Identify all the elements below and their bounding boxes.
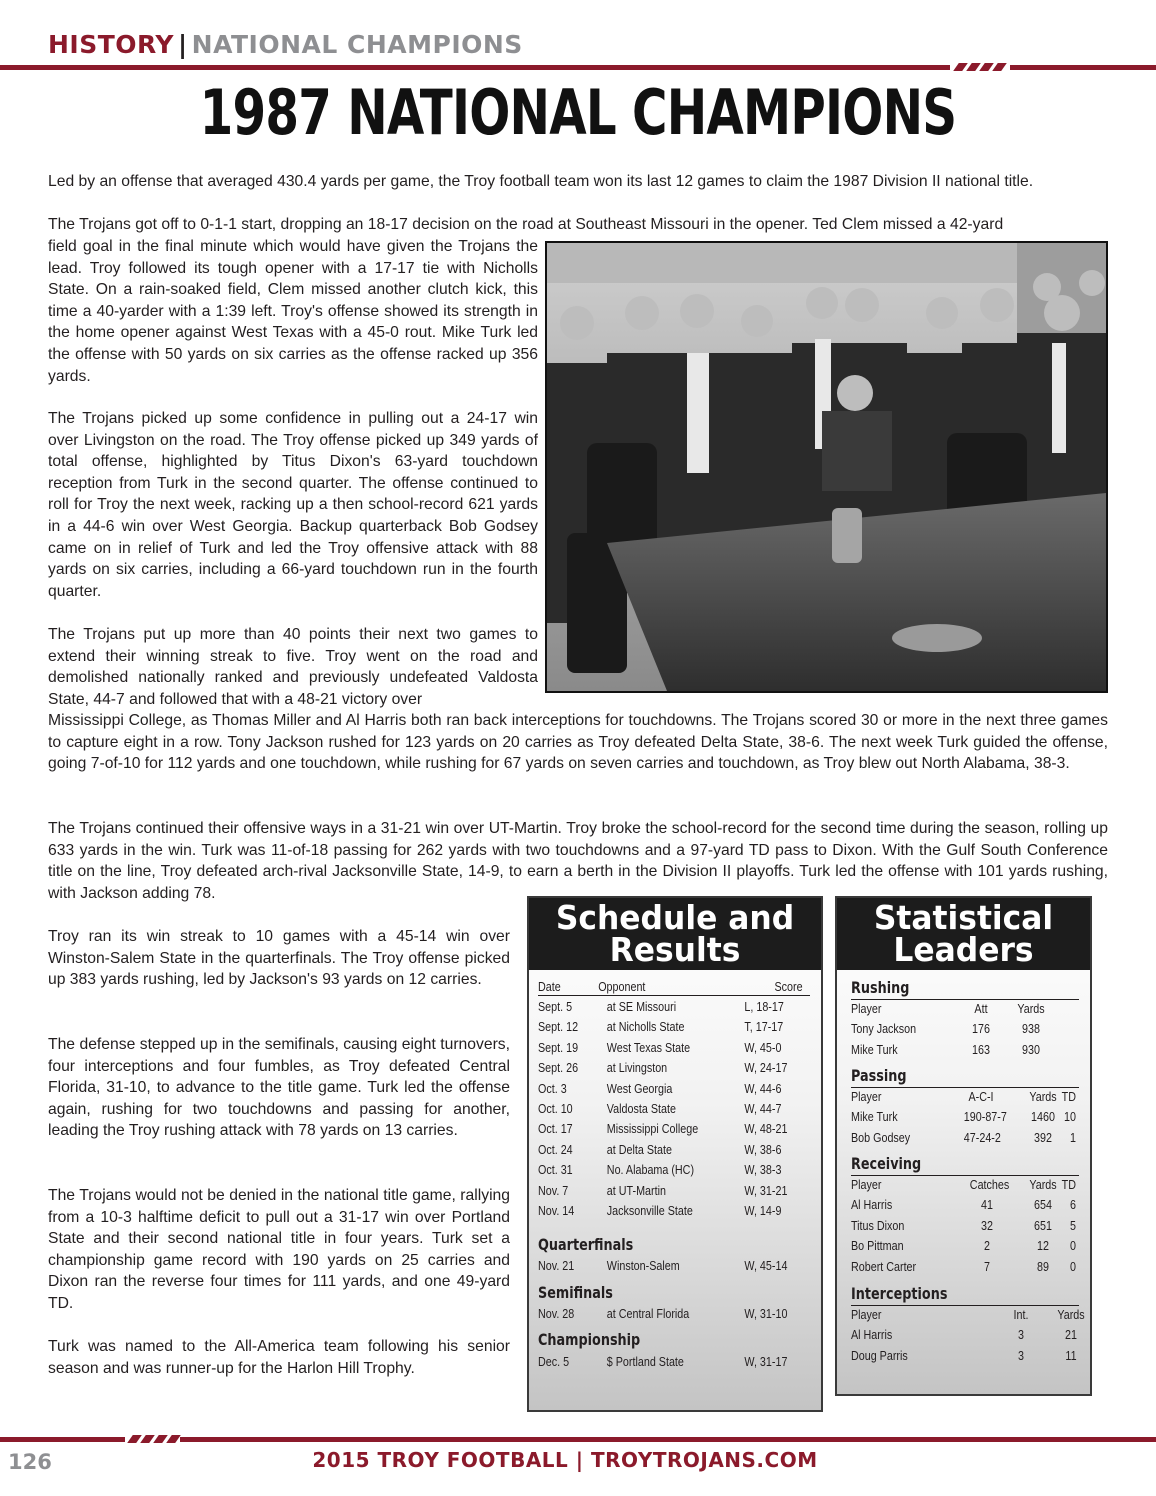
stats-cell: 176 bbox=[972, 1022, 990, 1036]
stats-cell: 392 bbox=[1034, 1130, 1052, 1145]
game-date: Oct. 3 bbox=[538, 1081, 567, 1096]
game-opponent: at Central Florida bbox=[606, 1307, 690, 1321]
game-date: Oct. 10 bbox=[538, 1102, 573, 1116]
stats-cell: Robert Carter bbox=[851, 1259, 917, 1274]
page-title: 1987 NATIONAL CHAMPIONS bbox=[199, 76, 957, 149]
stats-column-header: Int. bbox=[1013, 1308, 1029, 1322]
game-score: W, 38-3 bbox=[744, 1163, 782, 1178]
stats-row bbox=[851, 1239, 1079, 1255]
game-opponent: at UT-Martin bbox=[606, 1183, 666, 1198]
game-opponent: Winston-Salem bbox=[606, 1259, 680, 1273]
stats-cell: 21 bbox=[1065, 1328, 1077, 1342]
stats-cell: Mike Turk bbox=[851, 1042, 898, 1057]
header-rule bbox=[0, 65, 950, 70]
stats-cell: Tony Jackson bbox=[851, 1022, 917, 1036]
game-score: W, 38-6 bbox=[744, 1142, 782, 1157]
stats-row bbox=[851, 1260, 1079, 1276]
schedule-row bbox=[538, 1259, 787, 1273]
game-opponent: at Livingston bbox=[606, 1061, 668, 1076]
stats-row bbox=[851, 1110, 1079, 1126]
paragraph-all-america: Turk was named to the All-America team following his senior season and was runner-up for the Harlon Hill Trophy. bbox=[48, 1338, 510, 1377]
game-opponent: West Georgia bbox=[606, 1081, 673, 1096]
stats-cell: 651 bbox=[1034, 1218, 1052, 1233]
game-score: W, 31-21 bbox=[744, 1183, 788, 1198]
stats-cell: 930 bbox=[1022, 1042, 1040, 1057]
footer-text: 2015 TROY FOOTBALL | TROYTROJANS.COM bbox=[312, 1448, 818, 1472]
header-separator: | bbox=[178, 30, 188, 59]
stats-cell: 11 bbox=[1065, 1348, 1077, 1363]
paragraph-streak: The Trojans put up more than 40 points their next two games to extend their winning streak to five. Troy went on the road and demolished nationally ranked and previously undefeated Valdosta State, 44-7 and followed that with a 48-21 victory over bbox=[48, 626, 538, 708]
schedule-row bbox=[538, 1184, 787, 1198]
game-opponent: No. Alabama (HC) bbox=[606, 1163, 695, 1178]
game-score: W, 45-0 bbox=[744, 1040, 782, 1055]
receiving-heading: Receiving bbox=[851, 1154, 922, 1173]
stats-column-header: Player bbox=[851, 1002, 882, 1016]
paragraph-quarterfinals: Troy ran its win streak to 10 games with a 45-14 win over Winston-Salem State in the quarterfinals. The Troy offense picked up 383 yards rushing, led by Jackson's 93 yards on 12 carries. bbox=[48, 928, 510, 989]
schedule-row bbox=[538, 1143, 781, 1157]
stats-column-header: Catches bbox=[969, 1178, 1010, 1192]
stats-column-header: TD bbox=[1061, 1090, 1076, 1104]
schedule-row bbox=[538, 1102, 781, 1116]
stats-cell: 1 bbox=[1070, 1130, 1076, 1145]
game-score: W, 44-7 bbox=[744, 1102, 782, 1116]
paragraph-intro: Led by an offense that averaged 430.4 yards per game, the Troy football team won its last 12 games to claim the 1987 Division II national title. bbox=[48, 173, 1034, 190]
stats-header-row bbox=[851, 1178, 1079, 1194]
game-date: Sept. 5 bbox=[538, 1000, 573, 1014]
stats-header-row bbox=[851, 1090, 1079, 1106]
footer-rule-left bbox=[0, 1437, 125, 1442]
footer-rule-right bbox=[180, 1437, 1156, 1442]
footer-slash-mark bbox=[166, 1435, 181, 1443]
schedule-title bbox=[529, 898, 821, 970]
game-opponent: at SE Missouri bbox=[606, 1000, 677, 1014]
stats-cell: 41 bbox=[981, 1198, 993, 1212]
stats-row bbox=[851, 1328, 1079, 1344]
stats-column-header: TD bbox=[1061, 1178, 1076, 1192]
championship-heading: Championship bbox=[538, 1330, 641, 1349]
stats-row bbox=[851, 1043, 1079, 1059]
interceptions-rule bbox=[851, 1305, 1079, 1306]
rushing-heading: Rushing bbox=[851, 978, 910, 997]
header-rule-right bbox=[1010, 65, 1156, 70]
paragraph-streak-cont: Mississippi College, as Thomas Miller and Al Harris both ran back interceptions for touchdowns. The Trojans scored 30 or more in the next three games to capture eight in a row. Tony Jackson rushed for 123 yards on 20 carries as Troy defeated Delta State, 38-6. The next week Turk guided the offense, going 7-of-10 for 112 yards and one touchdown, while rushing for 67 yards on seven carries and touchdown, as Troy blew out North Alabama, 38-3. bbox=[48, 712, 1108, 773]
stats-cell: 190-87-7 bbox=[963, 1110, 1007, 1124]
game-score: L, 18-17 bbox=[744, 1000, 784, 1014]
game-score: W, 31-17 bbox=[744, 1355, 788, 1369]
game-score: W, 24-17 bbox=[744, 1061, 788, 1076]
schedule-row bbox=[538, 1082, 781, 1096]
stats-cell: 0 bbox=[1070, 1259, 1076, 1274]
stats-column-header: Player bbox=[851, 1090, 882, 1104]
passing-rule bbox=[851, 1087, 1079, 1088]
game-score: W, 14-9 bbox=[744, 1204, 782, 1218]
game-date: Nov. 7 bbox=[538, 1183, 569, 1198]
stats-cell: Al Harris bbox=[851, 1328, 893, 1342]
game-score: T, 17-17 bbox=[744, 1020, 784, 1035]
schedule-title-line: Schedule and bbox=[555, 898, 795, 937]
stats-column-header: Player bbox=[851, 1178, 882, 1192]
schedule-row bbox=[538, 1000, 784, 1014]
game-opponent: West Texas State bbox=[606, 1040, 691, 1055]
game-date: Nov. 28 bbox=[538, 1307, 575, 1321]
stats-box bbox=[835, 896, 1092, 1396]
paragraph-ut-martin: The Trojans continued their offensive ways in a 31-21 win over UT-Martin. Troy broke the school-record for the second time during the season, rolling up 633 yards in the win. Turk was 11-of-18 passing for 262 yards with two touchdowns and a 97-yard TD pass to Dixon. With the Gulf South Conference title on the line, Troy defeated arch-rival Jacksonville State, 14-9, to earn a berth in the Division II playoffs. Turk led the offense with 101 yards rushing, with Jackson adding 78. bbox=[48, 820, 1108, 902]
stats-cell: 2 bbox=[984, 1239, 990, 1254]
game-opponent: Jacksonville State bbox=[606, 1204, 693, 1218]
stats-row bbox=[851, 1022, 1079, 1038]
schedule-row bbox=[538, 1122, 787, 1136]
game-date: Oct. 31 bbox=[538, 1163, 573, 1178]
schedule-row bbox=[538, 1204, 781, 1218]
stats-cell: Bo Pittman bbox=[851, 1239, 904, 1254]
game-date: Oct. 24 bbox=[538, 1142, 573, 1157]
stats-cell: Titus Dixon bbox=[851, 1218, 905, 1233]
schedule-header-row bbox=[538, 980, 803, 994]
game-date: Nov. 21 bbox=[538, 1259, 575, 1273]
stats-title-line: Statistical bbox=[873, 898, 1054, 937]
stats-column-header: Yards bbox=[1029, 1178, 1057, 1192]
stats-row bbox=[851, 1349, 1079, 1365]
stats-cell: 12 bbox=[1037, 1239, 1049, 1254]
game-opponent: at Nicholls State bbox=[606, 1020, 685, 1035]
team-photo-illustration bbox=[547, 243, 1106, 691]
column-header-score: Score bbox=[774, 980, 803, 994]
stats-column-header: Yards bbox=[1057, 1308, 1085, 1322]
section-header bbox=[48, 30, 523, 59]
subsection-label: NATIONAL CHAMPIONS bbox=[191, 30, 523, 59]
schedule-box bbox=[527, 896, 823, 1412]
stats-title bbox=[837, 898, 1090, 970]
paragraph-title-game: The Trojans would not be denied in the national title game, rallying from a 10-3 halftime deficit to pull out a 31-17 win over Portland State and their second national title in four years. Turk set a championship game record with 190 yards on 25 carries and Dixon ran the reverse four times for 111 yards, and one 49-yard TD. bbox=[48, 1187, 510, 1312]
game-date: Nov. 14 bbox=[538, 1204, 575, 1218]
stats-cell: 1460 bbox=[1031, 1110, 1055, 1124]
semifinals-heading: Semifinals bbox=[538, 1283, 613, 1302]
stats-cell: Bob Godsey bbox=[851, 1130, 911, 1145]
stats-cell: Al Harris bbox=[851, 1198, 893, 1212]
stats-header-row bbox=[851, 1002, 1079, 1018]
game-date: Sept. 19 bbox=[538, 1040, 579, 1055]
stats-column-header: Att bbox=[974, 1002, 988, 1016]
stats-row bbox=[851, 1219, 1079, 1235]
schedule-row bbox=[538, 1061, 787, 1075]
stats-cell: 3 bbox=[1018, 1348, 1024, 1363]
stats-header-row bbox=[851, 1308, 1085, 1324]
schedule-row bbox=[538, 1307, 787, 1321]
stats-cell: 5 bbox=[1070, 1218, 1076, 1233]
schedule-header-rule bbox=[538, 995, 810, 996]
game-date: Oct. 17 bbox=[538, 1122, 573, 1137]
stats-column-header: Player bbox=[851, 1308, 882, 1322]
stats-column-header: Yards bbox=[1017, 1002, 1045, 1016]
game-score: W, 45-14 bbox=[744, 1259, 788, 1273]
rushing-rule bbox=[851, 999, 1079, 1000]
stats-cell: 6 bbox=[1070, 1198, 1076, 1212]
stats-column-header: A-C-I bbox=[968, 1090, 994, 1104]
paragraph-semifinals: The defense stepped up in the semifinals, causing eight turnovers, four interceptions and four fumbles, as Troy defeated Central Florida, 31-10, to advance to the title game. Turk led the offense again, rushing for two touchdowns and passing for another, leading the Troy rushing attack with 78 yards on 13 carries. bbox=[48, 1036, 510, 1140]
game-date: Dec. 5 bbox=[538, 1355, 570, 1369]
team-photo bbox=[545, 241, 1108, 693]
stats-cell: 89 bbox=[1037, 1259, 1049, 1274]
game-score: W, 44-6 bbox=[744, 1081, 782, 1096]
column-header-date: Date bbox=[538, 980, 561, 994]
schedule-row bbox=[538, 1163, 781, 1177]
stats-cell: 7 bbox=[984, 1259, 990, 1274]
interceptions-heading: Interceptions bbox=[851, 1284, 948, 1303]
schedule-row bbox=[538, 1355, 787, 1369]
stats-row bbox=[851, 1131, 1079, 1147]
stats-cell: 47-24-2 bbox=[963, 1130, 1001, 1145]
game-score: W, 31-10 bbox=[744, 1307, 788, 1321]
schedule-row bbox=[538, 1041, 781, 1055]
game-opponent: Valdosta State bbox=[606, 1102, 676, 1116]
schedule-title-line: Results bbox=[609, 930, 741, 969]
game-score: W, 48-21 bbox=[744, 1122, 788, 1137]
stats-cell: 0 bbox=[1070, 1239, 1076, 1254]
game-date: Sept. 12 bbox=[538, 1020, 579, 1035]
stats-cell: 32 bbox=[981, 1218, 993, 1233]
stats-cell: 938 bbox=[1022, 1022, 1040, 1036]
game-date: Sept. 26 bbox=[538, 1061, 579, 1076]
stats-title-line: Leaders bbox=[893, 930, 1034, 969]
stats-cell: Doug Parris bbox=[851, 1348, 908, 1363]
game-opponent: $ Portland State bbox=[606, 1355, 684, 1369]
game-opponent: Mississippi College bbox=[606, 1122, 699, 1137]
column-header-opponent: Opponent bbox=[598, 980, 646, 994]
stats-column-header: Yards bbox=[1029, 1090, 1057, 1104]
stats-row bbox=[851, 1198, 1079, 1214]
quarterfinals-heading: Quarterfinals bbox=[538, 1235, 634, 1254]
receiving-rule bbox=[851, 1175, 1079, 1176]
game-opponent: at Delta State bbox=[606, 1142, 672, 1157]
stats-cell: 163 bbox=[972, 1042, 990, 1057]
paragraph-opener: field goal in the final minute which would have given the Trojans the lead. Troy followed its tough opener with a 17-17 tie with Nicholls State. On a rain-soaked field, Clem missed another clutch kick, this time a 40-yarder with a 1:39 left. Troy's offense showed its strength in the home opener against West Texas with a 45-0 rout. Mike Turk led the offense with 50 yards on six carries as the offense racked up 356 yards. bbox=[48, 238, 538, 385]
schedule-row bbox=[538, 1020, 783, 1034]
paragraph-opener-line: The Trojans got off to 0-1-1 start, dropping an 18-17 decision on the road at Southeast Missouri in the opener. Ted Clem missed a 42-yard bbox=[48, 216, 1004, 233]
header-slash-mark bbox=[992, 63, 1007, 71]
stats-cell: 10 bbox=[1064, 1110, 1076, 1124]
page-number: 126 bbox=[8, 1450, 52, 1474]
stats-cell: Mike Turk bbox=[851, 1110, 898, 1124]
passing-heading: Passing bbox=[851, 1066, 907, 1085]
section-label: HISTORY bbox=[48, 30, 175, 59]
paragraph-livingston: The Trojans picked up some confidence in pulling out a 24-17 win over Livingston on the road. The Troy offense picked up 349 yards of total offense, highlighted by Titus Dixon's 63-yard touchdown reception from Turk in the second quarter. The offense continued to roll for Troy the next week, racking up a then school-record 621 yards in a 44-6 win over West Georgia. Backup quarterback Bob Godsey came on in relief of Turk and led the Troy offensive attack with 88 yards on six carries, including a 66-yard touchdown run in the fourth quarter. bbox=[48, 410, 538, 600]
stats-cell: 3 bbox=[1018, 1328, 1024, 1342]
stats-cell: 654 bbox=[1034, 1198, 1052, 1212]
